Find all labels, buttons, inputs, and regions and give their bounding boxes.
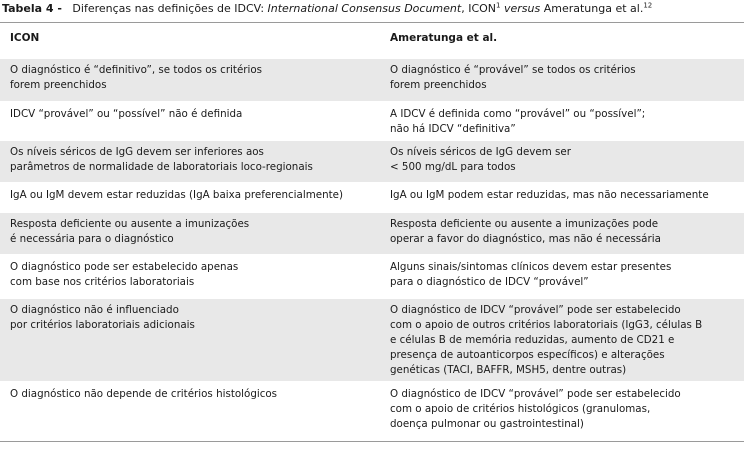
- cell-line: parâmetros de normalidade de laboratoriais loco-regionais: [10, 160, 313, 173]
- cell-line: para o diagnóstico de IDCV “provável”: [390, 275, 589, 288]
- cell-line: Resposta deficiente ou ausente a imunizações pode: [390, 217, 659, 230]
- cell-line: é necessária para o diagnóstico: [10, 232, 174, 245]
- cell-icon: [0, 298, 383, 382]
- cell-icon: [0, 102, 383, 140]
- cell-ameratunga: [383, 183, 744, 212]
- cell-icon: [0, 382, 383, 442]
- cell-line: A IDCV é definida como “provável” ou “possível”;: [390, 107, 646, 120]
- cell-line: IDCV “provável” ou “possível” não é definida: [10, 107, 243, 120]
- cell-line: O diagnóstico é “provável” se todos os critérios: [390, 63, 636, 76]
- cell-line: O diagnóstico pode ser estabelecido apenas: [10, 260, 239, 273]
- caption-label: Tabela 4 -: [2, 2, 62, 15]
- cell-line: O diagnóstico não depende de critérios histológicos: [10, 387, 278, 400]
- cell-line: O diagnóstico é “definitivo”, se todos os critérios: [10, 63, 263, 76]
- table-row: [0, 298, 744, 382]
- cell-line: presença de autoanticorpos específicos) e alterações: [390, 348, 665, 361]
- cell-line: IgA ou IgM podem estar reduzidas, mas não necessariamente: [390, 188, 709, 201]
- cell-line: O diagnóstico de IDCV “provável” pode ser estabelecido: [390, 387, 681, 400]
- table-row: [0, 59, 744, 102]
- table-row: [0, 382, 744, 442]
- cell-ameratunga: [383, 102, 744, 140]
- cell-icon: [0, 183, 383, 212]
- table-row: [0, 140, 744, 183]
- comparison-table: [0, 22, 744, 442]
- cell-line: com o apoio de critérios histológicos (granulomas,: [390, 402, 651, 415]
- table-row: [0, 102, 744, 140]
- column-header-ameratunga: Ameratunga et al.: [383, 23, 744, 59]
- cell-line: O diagnóstico não é influenciado: [10, 303, 179, 316]
- table-caption: [2, 1, 652, 17]
- cell-line: forem preenchidos: [390, 78, 487, 91]
- cell-line: Os níveis séricos de IgG devem ser inferiores aos: [10, 145, 264, 158]
- cell-line: com o apoio de outros critérios laboratoriais (IgG3, células B: [390, 318, 703, 331]
- cell-line: < 500 mg/dL para todos: [390, 160, 516, 173]
- cell-line: Alguns sinais/sintomas clínicos devem estar presentes: [390, 260, 672, 273]
- header-row: [0, 23, 744, 59]
- cell-line: e células B de memória reduzidas, aumento de CD21 e: [390, 333, 675, 346]
- cell-line: O diagnóstico de IDCV “provável” pode ser estabelecido: [390, 303, 681, 316]
- cell-line: forem preenchidos: [10, 78, 107, 91]
- cell-icon: [0, 212, 383, 255]
- cell-line: doença pulmonar ou gastrointestinal): [390, 417, 584, 430]
- column-header-icon: ICON: [0, 23, 383, 59]
- cell-line: genéticas (TACI, BAFFR, MSH5, dentre outras): [390, 363, 627, 376]
- cell-line: Os níveis séricos de IgG devem ser: [390, 145, 571, 158]
- cell-line: Resposta deficiente ou ausente a imunizações: [10, 217, 250, 230]
- cell-ameratunga: [383, 255, 744, 298]
- cell-icon: [0, 255, 383, 298]
- cell-icon: [0, 140, 383, 183]
- cell-ameratunga: [383, 382, 744, 442]
- cell-ameratunga: [383, 59, 744, 102]
- table-row: [0, 255, 744, 298]
- cell-line: com base nos critérios laboratoriais: [10, 275, 195, 288]
- cell-line: operar a favor do diagnóstico, mas não é necessária: [390, 232, 661, 245]
- caption-text: Diferenças nas definições de IDCV: International Consensus Document, ICON$^1$ versus Ameratunga et al.$^{12}$: [72, 1, 653, 15]
- cell-line: por critérios laboratoriais adicionais: [10, 318, 195, 331]
- cell-line: IgA ou IgM devem estar reduzidas (IgA baixa preferencialmente): [10, 188, 343, 201]
- cell-ameratunga: [383, 298, 744, 382]
- cell-icon: [0, 59, 383, 102]
- table-row: [0, 212, 744, 255]
- cell-ameratunga: [383, 140, 744, 183]
- cell-line: não há IDCV “definitiva”: [390, 122, 516, 135]
- table-row: [0, 183, 744, 212]
- cell-ameratunga: [383, 212, 744, 255]
